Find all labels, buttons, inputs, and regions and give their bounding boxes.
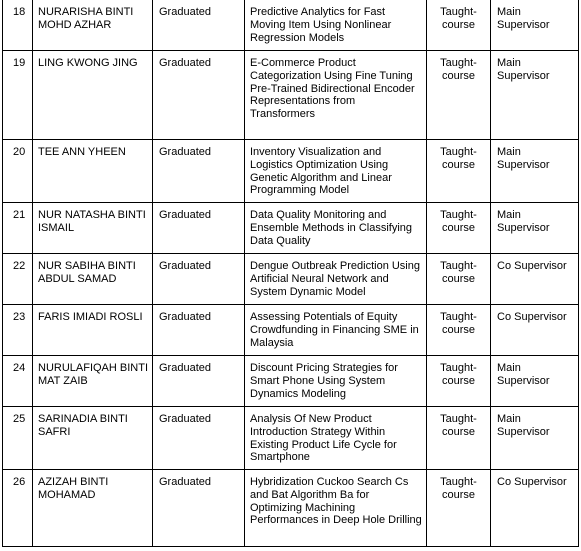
student-name-cell: FARIS IMIADI ROSLI bbox=[33, 305, 153, 356]
supervisor-role-cell: Main Supervisor bbox=[491, 203, 579, 254]
row-number-cell: 23 bbox=[3, 305, 33, 356]
table-row bbox=[3, 407, 579, 470]
student-name-cell: SARINADIA BINTI SAFRI bbox=[33, 407, 153, 470]
program-level-cell: Taught-course bbox=[427, 470, 491, 547]
supervisor-role-cell: Main Supervisor bbox=[491, 0, 579, 51]
student-name-cell: TEE ANN YHEEN bbox=[33, 140, 153, 203]
program-level-cell: Taught-course bbox=[427, 203, 491, 254]
row-number-cell: 19 bbox=[3, 51, 33, 140]
thesis-title-cell: Analysis Of New Product Introduction Strategy Within Existing Product Life Cycle for Smartphone bbox=[245, 407, 427, 470]
table-row bbox=[3, 254, 579, 305]
row-number-cell: 26 bbox=[3, 470, 33, 547]
table-body bbox=[3, 0, 579, 547]
supervisor-role-cell: Main Supervisor bbox=[491, 356, 579, 407]
table-row bbox=[3, 305, 579, 356]
program-level-cell: Taught-course bbox=[427, 140, 491, 203]
supervisor-role-cell: Co Supervisor bbox=[491, 305, 579, 356]
program-level-cell: Taught-course bbox=[427, 51, 491, 140]
supervision-table bbox=[2, 0, 579, 547]
thesis-title-cell: Inventory Visualization and Logistics Optimization Using Genetic Algorithm and Linear Programming Model bbox=[245, 140, 427, 203]
row-number-cell: 22 bbox=[3, 254, 33, 305]
student-name-cell: NUR NATASHA BINTI ISMAIL bbox=[33, 203, 153, 254]
row-number-cell: 18 bbox=[3, 0, 33, 51]
student-name-cell: AZIZAH BINTI MOHAMAD bbox=[33, 470, 153, 547]
table-row bbox=[3, 0, 579, 51]
row-number-cell: 25 bbox=[3, 407, 33, 470]
status-cell: Graduated bbox=[153, 470, 245, 547]
table-row bbox=[3, 470, 579, 547]
table-row bbox=[3, 51, 579, 140]
program-level-cell: Taught-course bbox=[427, 356, 491, 407]
student-name-cell: NURARISHA BINTI MOHD AZHAR bbox=[33, 0, 153, 51]
thesis-title-cell: Data Quality Monitoring and Ensemble Methods in Classifying Data Quality bbox=[245, 203, 427, 254]
status-cell: Graduated bbox=[153, 254, 245, 305]
status-cell: Graduated bbox=[153, 407, 245, 470]
student-name-cell: LING KWONG JING bbox=[33, 51, 153, 140]
supervisor-role-cell: Co Supervisor bbox=[491, 470, 579, 547]
program-level-cell: Taught-course bbox=[427, 305, 491, 356]
program-level-cell: Taught-course bbox=[427, 0, 491, 51]
thesis-title-cell: Assessing Potentials of Equity Crowdfunding in Financing SME in Malaysia bbox=[245, 305, 427, 356]
status-cell: Graduated bbox=[153, 356, 245, 407]
supervisor-role-cell: Main Supervisor bbox=[491, 407, 579, 470]
program-level-cell: Taught-course bbox=[427, 407, 491, 470]
student-name-cell: NURULAFIQAH BINTI MAT ZAIB bbox=[33, 356, 153, 407]
thesis-title-cell: Hybridization Cuckoo Search Cs and Bat Algorithm Ba for Optimizing Machining Performances in Deep Hole Drilling bbox=[245, 470, 427, 547]
thesis-title-cell: E-Commerce Product Categorization Using Fine Tuning Pre-Trained Bidirectional Encoder Representations from Transformers bbox=[245, 51, 427, 140]
status-cell: Graduated bbox=[153, 140, 245, 203]
supervisor-role-cell: Main Supervisor bbox=[491, 140, 579, 203]
student-name-cell: NUR SABIHA BINTI ABDUL SAMAD bbox=[33, 254, 153, 305]
thesis-title-cell: Dengue Outbreak Prediction Using Artificial Neural Network and System Dynamic Model bbox=[245, 254, 427, 305]
row-number-cell: 20 bbox=[3, 140, 33, 203]
row-number-cell: 21 bbox=[3, 203, 33, 254]
row-number-cell: 24 bbox=[3, 356, 33, 407]
status-cell: Graduated bbox=[153, 305, 245, 356]
thesis-title-cell: Discount Pricing Strategies for Smart Phone Using System Dynamics Modeling bbox=[245, 356, 427, 407]
status-cell: Graduated bbox=[153, 203, 245, 254]
status-cell: Graduated bbox=[153, 51, 245, 140]
supervisor-role-cell: Co Supervisor bbox=[491, 254, 579, 305]
table-row bbox=[3, 203, 579, 254]
thesis-title-cell: Predictive Analytics for Fast Moving Item Using Nonlinear Regression Models bbox=[245, 0, 427, 51]
supervisor-role-cell: Main Supervisor bbox=[491, 51, 579, 140]
table-row bbox=[3, 356, 579, 407]
table-row bbox=[3, 140, 579, 203]
program-level-cell: Taught-course bbox=[427, 254, 491, 305]
status-cell: Graduated bbox=[153, 0, 245, 51]
